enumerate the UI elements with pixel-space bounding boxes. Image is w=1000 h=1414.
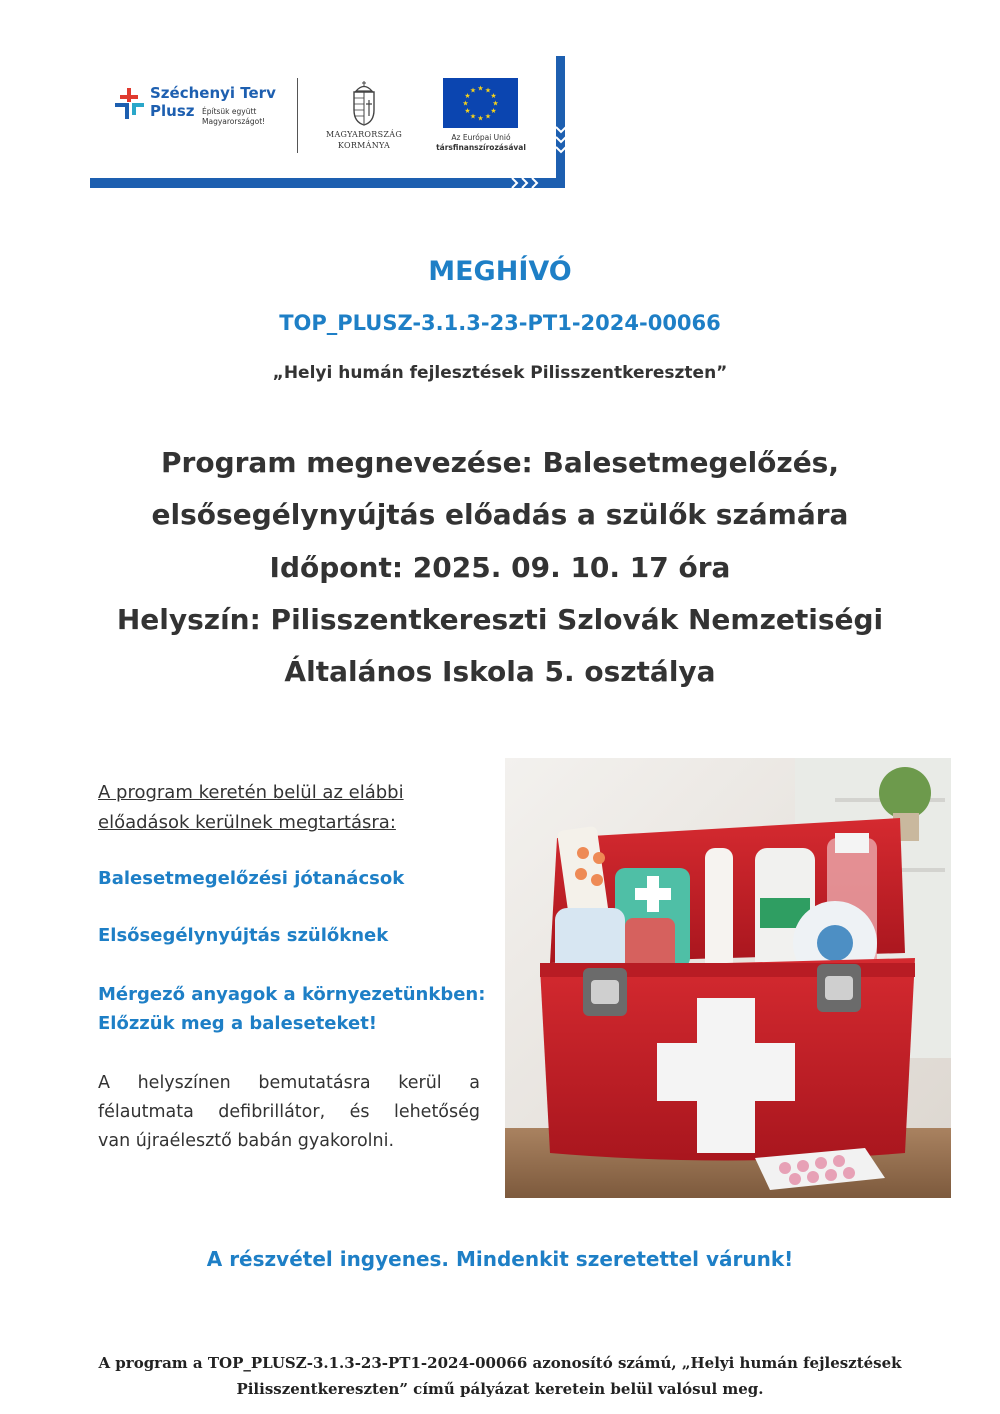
chevron-right-icon: [508, 175, 548, 191]
footer-line1: A program a TOP_PLUSZ-3.1.3-23-PT1-2024-00066 azonosító számú, „Helyi humán fejlesztések: [98, 1354, 902, 1372]
eu-star-icon: ★: [469, 112, 477, 121]
note-line: A helyszínen bemutatásra kerül a: [98, 1073, 480, 1093]
szechenyi-title: Széchenyi Terv: [150, 84, 276, 102]
eu-star-icon: ★: [490, 92, 497, 100]
brand-vertical-bar: [556, 56, 565, 188]
eu-star-icon: ★: [492, 99, 499, 108]
eu-star-icon: ★: [490, 107, 497, 115]
project-code: TOP_PLUSZ-3.1.3-23-PT1-2024-00066: [279, 311, 721, 335]
eu-cofinancing-line2: társfinanszírozásával: [436, 143, 526, 152]
footer-line2: Pilisszentkereszten” című pályázat keretein belül valósul meg.: [236, 1380, 764, 1398]
program-name-line1: Program megnevezése: Balesetmegelőzés,: [161, 446, 839, 479]
defibrillator-note: [98, 1069, 480, 1156]
note-line: van újraélesztő babán gyakorolni.: [98, 1131, 395, 1151]
government-name-line1: MAGYARORSZÁG: [325, 130, 403, 139]
government-name-line2: KORMÁNYA: [337, 141, 391, 150]
szechenyi-slogan-line2: Magyarországot!: [202, 117, 266, 126]
topic-item: Mérgező anyagok a környezetünkben:: [98, 984, 486, 1005]
closing-message: A részvétel ingyenes. Mindenkit szeretettel várunk!: [206, 1247, 794, 1271]
eu-cofinancing-line1: Az Európai Unió: [451, 133, 511, 142]
eu-star-icon: ★: [464, 107, 471, 115]
szechenyi-plus: Plusz: [150, 102, 195, 120]
topic-item: Balesetmegelőzési jótanácsok: [98, 868, 405, 889]
chevron-down-icon: [553, 125, 569, 165]
brand-horizontal-bar: [90, 178, 560, 188]
intro-line2: előadások kerülnek megtartásra:: [98, 812, 396, 833]
logo-divider: [297, 78, 298, 153]
intro-line1: A program keretén belül az elábbi: [98, 782, 404, 803]
note-line: félautmata defibrillátor, és lehetőség: [98, 1102, 480, 1122]
eu-star-icon: ★: [484, 112, 492, 121]
program-venue-line2: Általános Iskola 5. osztálya: [284, 655, 716, 688]
eu-flag-icon: [443, 78, 518, 128]
invitation-title: MEGHÍVÓ: [428, 256, 572, 287]
eu-star-icon: ★: [477, 114, 484, 123]
eu-star-icon: ★: [464, 92, 471, 100]
project-name: „Helyi humán fejlesztések Pilisszentkereszten”: [272, 363, 728, 383]
szechenyi-slogan-line1: Építsük együtt: [202, 107, 257, 116]
program-name-line2: elsősegélynyújtás előadás a szülők számára: [151, 498, 849, 531]
eu-star-icon: ★: [469, 86, 477, 95]
szechenyi-cross-icon: [112, 86, 148, 122]
szechenyi-terv-logo: [112, 82, 287, 152]
program-time: Időpont: 2025. 09. 10. 17 óra: [269, 551, 731, 584]
eu-star-icon: ★: [462, 99, 469, 108]
hungarian-crest-icon: [348, 80, 380, 126]
first-aid-kit-photo: [505, 758, 951, 1198]
program-venue-line1: Helyszín: Pilisszentkereszti Szlovák Nemzetiségi: [116, 603, 884, 636]
topic-item: Elsősegélynyújtás szülőknek: [98, 925, 389, 946]
eu-star-icon: ★: [484, 86, 492, 95]
eu-star-icon: ★: [477, 84, 484, 93]
topic-item-subline: Előzzük meg a baleseteket!: [98, 1013, 378, 1034]
